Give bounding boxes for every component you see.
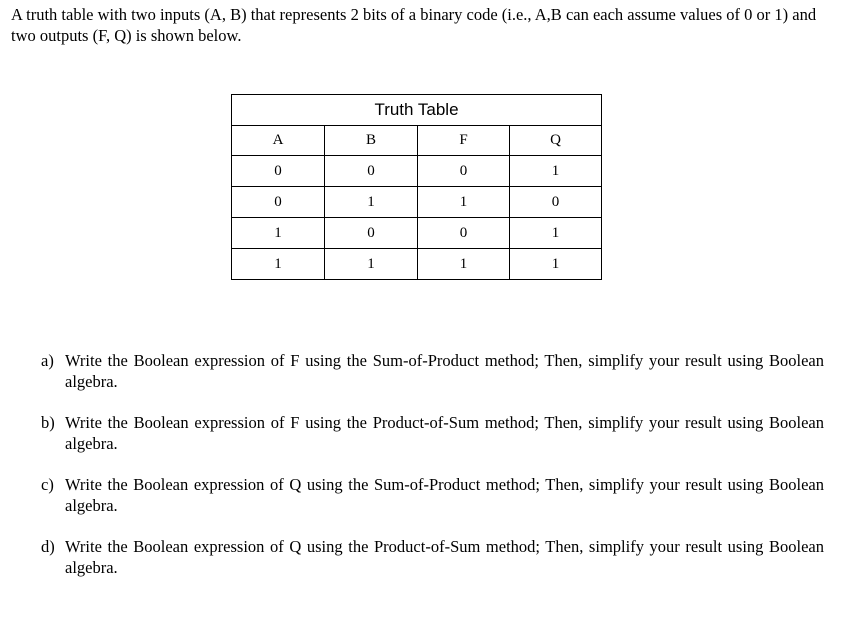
cell-f: 1 bbox=[418, 187, 510, 218]
cell-f: 0 bbox=[418, 156, 510, 187]
cell-b: 1 bbox=[325, 187, 418, 218]
question-a bbox=[41, 350, 824, 392]
question-c bbox=[41, 474, 824, 516]
cell-q: 1 bbox=[510, 218, 602, 249]
table-row bbox=[232, 187, 602, 218]
truth-table bbox=[231, 94, 602, 280]
cell-b: 0 bbox=[325, 156, 418, 187]
table-row bbox=[232, 218, 602, 249]
question-b bbox=[41, 412, 824, 454]
header-b: B bbox=[325, 126, 418, 156]
cell-a: 0 bbox=[232, 187, 325, 218]
cell-a: 0 bbox=[232, 156, 325, 187]
question-text: Write the Boolean expression of Q using the Product-of-Sum method; Then, simplify your result using Boolean algebra. bbox=[65, 537, 824, 577]
cell-a: 1 bbox=[232, 218, 325, 249]
cell-f: 1 bbox=[418, 249, 510, 280]
question-text: Write the Boolean expression of Q using the Sum-of-Product method; Then, simplify your result using Boolean algebra. bbox=[65, 475, 824, 515]
cell-b: 0 bbox=[325, 218, 418, 249]
table-caption: Truth Table bbox=[232, 95, 602, 126]
question-label: d) bbox=[41, 537, 55, 556]
cell-q: 1 bbox=[510, 249, 602, 280]
question-list bbox=[41, 350, 824, 598]
header-a: A bbox=[232, 126, 325, 156]
question-label: c) bbox=[41, 475, 54, 494]
question-text: Write the Boolean expression of F using the Sum-of-Product method; Then, simplify your result using Boolean algebra. bbox=[65, 351, 824, 391]
header-f: F bbox=[418, 126, 510, 156]
table-row bbox=[232, 156, 602, 187]
table-row bbox=[232, 249, 602, 280]
question-label: a) bbox=[41, 351, 54, 370]
question-text: Write the Boolean expression of F using the Product-of-Sum method; Then, simplify your result using Boolean algebra. bbox=[65, 413, 824, 453]
question-label: b) bbox=[41, 413, 55, 432]
cell-f: 0 bbox=[418, 218, 510, 249]
question-d bbox=[41, 536, 824, 578]
cell-q: 0 bbox=[510, 187, 602, 218]
cell-q: 1 bbox=[510, 156, 602, 187]
cell-b: 1 bbox=[325, 249, 418, 280]
header-q: Q bbox=[510, 126, 602, 156]
intro-paragraph: A truth table with two inputs (A, B) that represents 2 bits of a binary code (i.e., A,B can each assume values of 0 or 1) and two outputs (F, Q) is shown below. bbox=[11, 5, 817, 45]
cell-a: 1 bbox=[232, 249, 325, 280]
